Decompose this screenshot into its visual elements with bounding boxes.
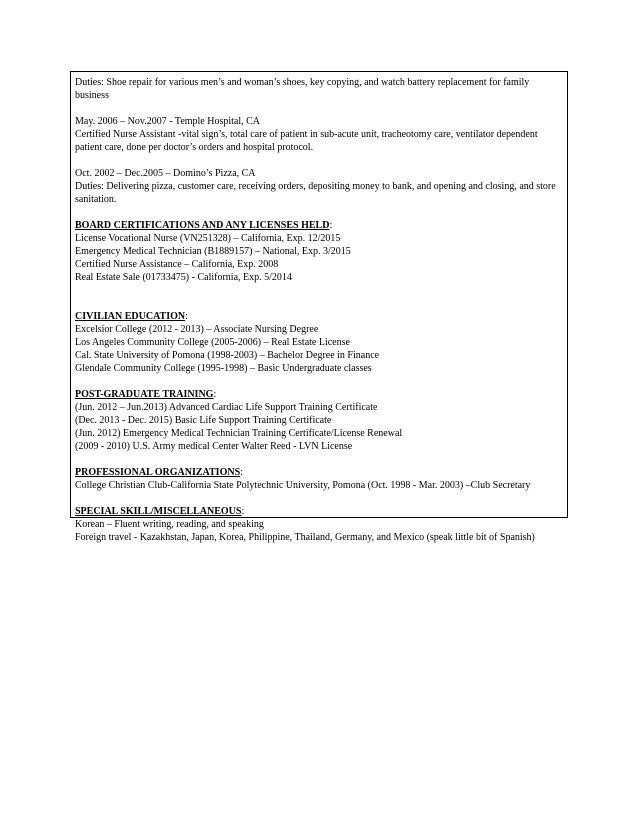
dominos-header: Oct. 2002 – Dec.2005 – Domino’s Pizza, CA: [75, 168, 256, 179]
certifications-section: [75, 219, 563, 284]
skills-colon: :: [241, 506, 245, 517]
education-item: Glendale Community College (1995-1998) – Basic Undergraduate classes: [75, 363, 372, 374]
education-colon: :: [185, 311, 188, 322]
education-item: Excelsior College (2012 - 2013) – Associate Nursing Degree: [75, 324, 319, 335]
certification-item: Emergency Medical Technician (B1889157) – National, Exp. 3/2015: [75, 246, 351, 257]
training-colon: :: [213, 389, 217, 400]
organizations-colon: :: [240, 467, 243, 478]
resume-content-box: [70, 71, 568, 543]
certifications-colon: :: [329, 220, 333, 231]
education-section: [75, 310, 563, 375]
dominos-duties: Duties: Delivering pizza, customer care, receiving orders, depositing money to bank, and opening and closing, and store sanitation.: [75, 181, 556, 205]
training-heading: POST-GRADUATE TRAINING: [75, 389, 214, 400]
training-item: (Dec. 2013 - Dec. 2015) Basic Life Support Training Certificate: [75, 415, 332, 426]
training-item: (2009 - 2010) U.S. Army medical Center Walter Reed - LVN License: [75, 441, 353, 452]
certifications-heading: BOARD CERTIFICATIONS AND ANY LICENSES HELD: [75, 220, 330, 231]
temple-hospital-header: May. 2006 – Nov.2007 - Temple Hospital, CA: [75, 116, 261, 127]
skill-item: Korean – Fluent writing, reading, and speaking: [75, 519, 264, 530]
education-heading: CIVILIAN EDUCATION: [75, 311, 186, 322]
organizations-heading: PROFESSIONAL ORGANIZATIONS: [75, 467, 241, 478]
organizations-section: [75, 466, 563, 492]
training-item: (Jun. 2012 – Jun.2013) Advanced Cardiac Life Support Training Certificate: [75, 402, 378, 413]
certification-item: Real Estate Sale (01733475) - California, Exp. 5/2014: [75, 272, 292, 283]
training-item: (Jun. 2012) Emergency Medical Technician Training Certificate/License Renewal: [75, 428, 403, 439]
shoe-repair-duties: Duties: Shoe repair for various men’s and woman’s shoes, key copying, and watch battery replacement for family business: [75, 77, 530, 101]
skill-item: Foreign travel - Kazakhstan, Japan, Korea, Philippine, Thailand, Germany, and Mexico (speak little bit of Spanish): [75, 532, 535, 543]
skills-heading: SPECIAL SKILL/MISCELLANEOUS: [75, 506, 242, 517]
certification-item: License Vocational Nurse (VN251328) – California, Exp. 12/2015: [75, 233, 341, 244]
education-item: Cal. State University of Pomona (1998-2003) – Bachelor Degree in Finance: [75, 350, 380, 361]
organization-item: College Christian Club-California State Polytechnic University, Pomona (Oct. 1998 - Mar. 2003) –Club Secretary: [75, 480, 531, 491]
education-item: Los Angeles Community College (2005-2006) – Real Estate License: [75, 337, 350, 348]
skills-section: [75, 505, 563, 544]
training-section: [75, 388, 563, 453]
certification-item: Certified Nurse Assistance – California, Exp. 2008: [75, 259, 279, 270]
temple-hospital-duties: Certified Nurse Assistant -vital sign’s, total care of patient in sub-acute unit, tracheotomy care, ventilator dependent patient care, done per doctor’s orders and hospital protocol.: [75, 129, 538, 153]
